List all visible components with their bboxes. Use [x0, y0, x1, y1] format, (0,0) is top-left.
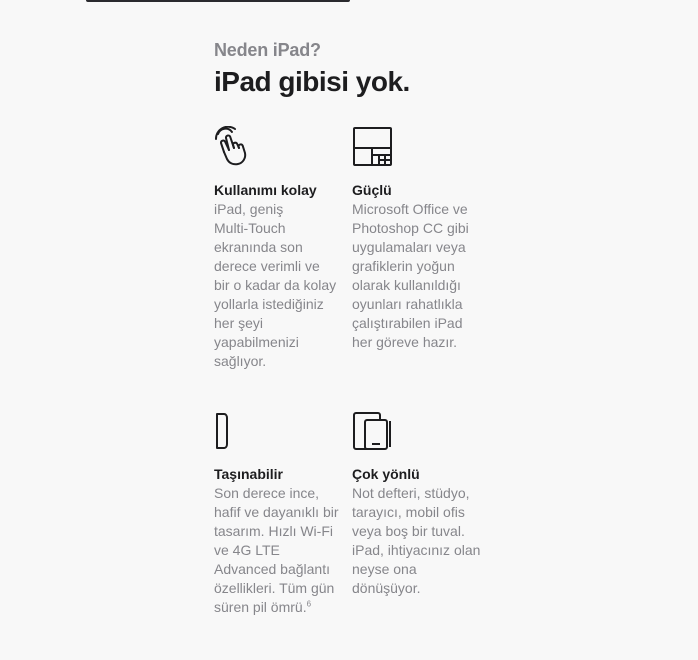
app-layout-icon: [352, 126, 482, 168]
feature-title: Çok yönlü: [352, 466, 420, 482]
footnote-marker[interactable]: 6: [306, 599, 312, 609]
feature-title: Güçlü: [352, 182, 392, 198]
feature-portable: [214, 410, 340, 615]
feature-easy-to-use: [214, 126, 338, 369]
feature-description-text: Son derece ince, hafif ve dayanıklı bir tasarım. Hızlı Wi‑Fi ve 4G LTE Advanced bağlantı özellikleri. Tüm gün süren pil ömrü.: [214, 485, 339, 615]
ipad-side-icon: [214, 410, 340, 452]
feature-description: Microsoft Office ve Photoshop CC gibi uygulamaları veya grafiklerin yoğun olarak kullanıldığı oyunları rahatlıkla çalıştırabilen iPad her göreve hazır.: [352, 201, 469, 350]
feature-title: Taşınabilir: [214, 466, 283, 482]
section-headline: iPad gibisi yok.: [214, 66, 410, 97]
touch-gesture-icon: [214, 126, 338, 168]
multiple-devices-icon: [352, 410, 482, 452]
feature-powerful: [352, 126, 482, 350]
section-eyebrow: Neden iPad?: [214, 40, 321, 60]
top-image-edge: [86, 0, 350, 2]
feature-description: Not defteri, stüdyo, tarayıcı, mobil ofis veya boş bir tuval. iPad, ihtiyacınız olan neyse ona dönüşüyor.: [352, 485, 481, 596]
feature-description: iPad, geniş Multi‑Touch ekranında son derece verimli ve bir o kadar da kolay yollarla istediğiniz her şeyi yapabilmenizi sağlıyor.: [214, 201, 337, 369]
feature-versatile: [352, 410, 482, 596]
feature-description: [214, 484, 340, 617]
feature-title: Kullanımı kolay: [214, 182, 317, 198]
